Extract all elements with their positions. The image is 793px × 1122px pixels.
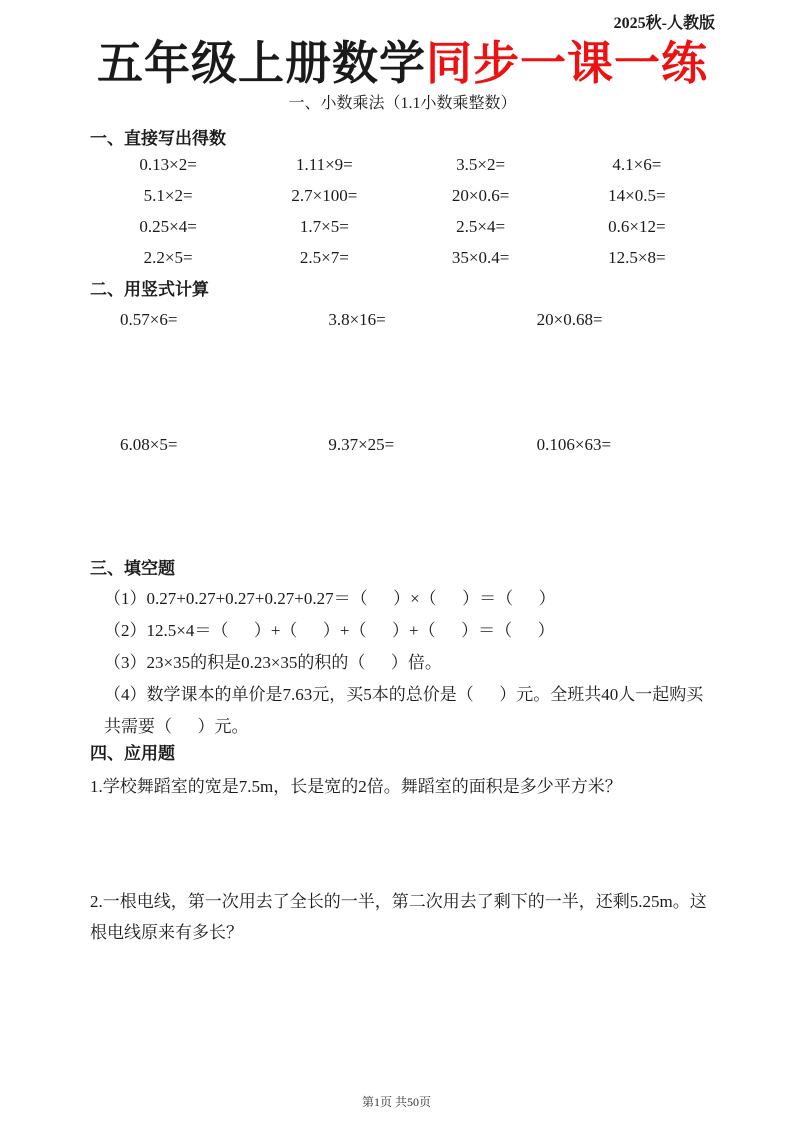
fill-item: （1）0.27+0.27+0.27+0.27+0.27＝（ ）×（ ）＝（ ）: [104, 589, 556, 608]
fill-item: （3）23×35的积是0.23×35的积的（ ）倍。: [104, 653, 442, 672]
word-problem: 2.一根电线，第一次用去了全长的一半，第二次用去了剩下的一半，还剩5.25m。这根电线原来有多长？: [90, 892, 707, 942]
vertical-problem: 3.8×16=: [328, 310, 386, 329]
vertical-problem: 20×0.68=: [536, 310, 603, 329]
section-fill-heading: 三、填空题: [90, 559, 175, 578]
vertical-problems-row-2: [90, 435, 715, 455]
title-red-part: 同步一课一练: [426, 37, 708, 89]
oral-problem: 2.2×5=: [143, 248, 193, 267]
oral-problem: 2.5×7=: [299, 248, 349, 267]
oral-problem: 35×0.4=: [451, 248, 510, 267]
oral-problem: 14×0.5=: [608, 186, 666, 205]
title-black-part: 五年级上册数学: [97, 37, 426, 89]
vertical-problem: 9.37×25=: [328, 435, 395, 454]
fill-item: （4）数学课本的单价是7.63元，买5本的总价是（ ）元。全班共40人一起购买共需要（ ）元。: [104, 685, 704, 736]
word-problem: 1.学校舞蹈室的宽是7.5m，长是宽的2倍。舞蹈室的面积是多少平方米？: [90, 777, 622, 796]
worksheet-title: [90, 38, 715, 88]
oral-problem: 12.5×8=: [608, 248, 666, 267]
oral-problem: 0.13×2=: [139, 155, 197, 174]
oral-problem: 2.5×4=: [456, 217, 506, 236]
fill-items: [90, 583, 715, 743]
section-oral-heading: 一、直接写出得数: [90, 129, 226, 148]
section-vertical-heading: 二、用竖式计算: [90, 280, 209, 299]
edition-tag: 2025秋-人教版: [613, 15, 715, 32]
oral-problem: 4.1×6=: [612, 155, 662, 174]
page-footer: 第1页 共50页: [361, 1095, 431, 1109]
oral-problem: 0.25×4=: [139, 217, 197, 236]
oral-problem: 2.7×100=: [291, 186, 358, 205]
oral-problem: 0.6×12=: [608, 217, 666, 236]
vertical-problems-row-1: [90, 310, 715, 330]
vertical-problem: 6.08×5=: [120, 435, 178, 454]
oral-problem: 1.7×5=: [299, 217, 349, 236]
fill-item: （2）12.5×4＝（ ）+（ ）+（ ）+（ ）＝（ ）: [104, 621, 555, 640]
oral-problem: 5.1×2=: [143, 186, 193, 205]
section-word-heading: 四、应用题: [90, 744, 175, 763]
oral-problem: 3.5×2=: [456, 155, 506, 174]
vertical-problem: 0.57×6=: [120, 310, 178, 329]
oral-problem: 20×0.6=: [451, 186, 510, 205]
oral-problems-grid: [90, 155, 715, 267]
lesson-subtitle: 一、小数乘法（1.1小数乘整数）: [288, 95, 517, 112]
oral-problem: 1.11×9=: [295, 155, 353, 174]
vertical-problem: 0.106×63=: [536, 435, 612, 454]
